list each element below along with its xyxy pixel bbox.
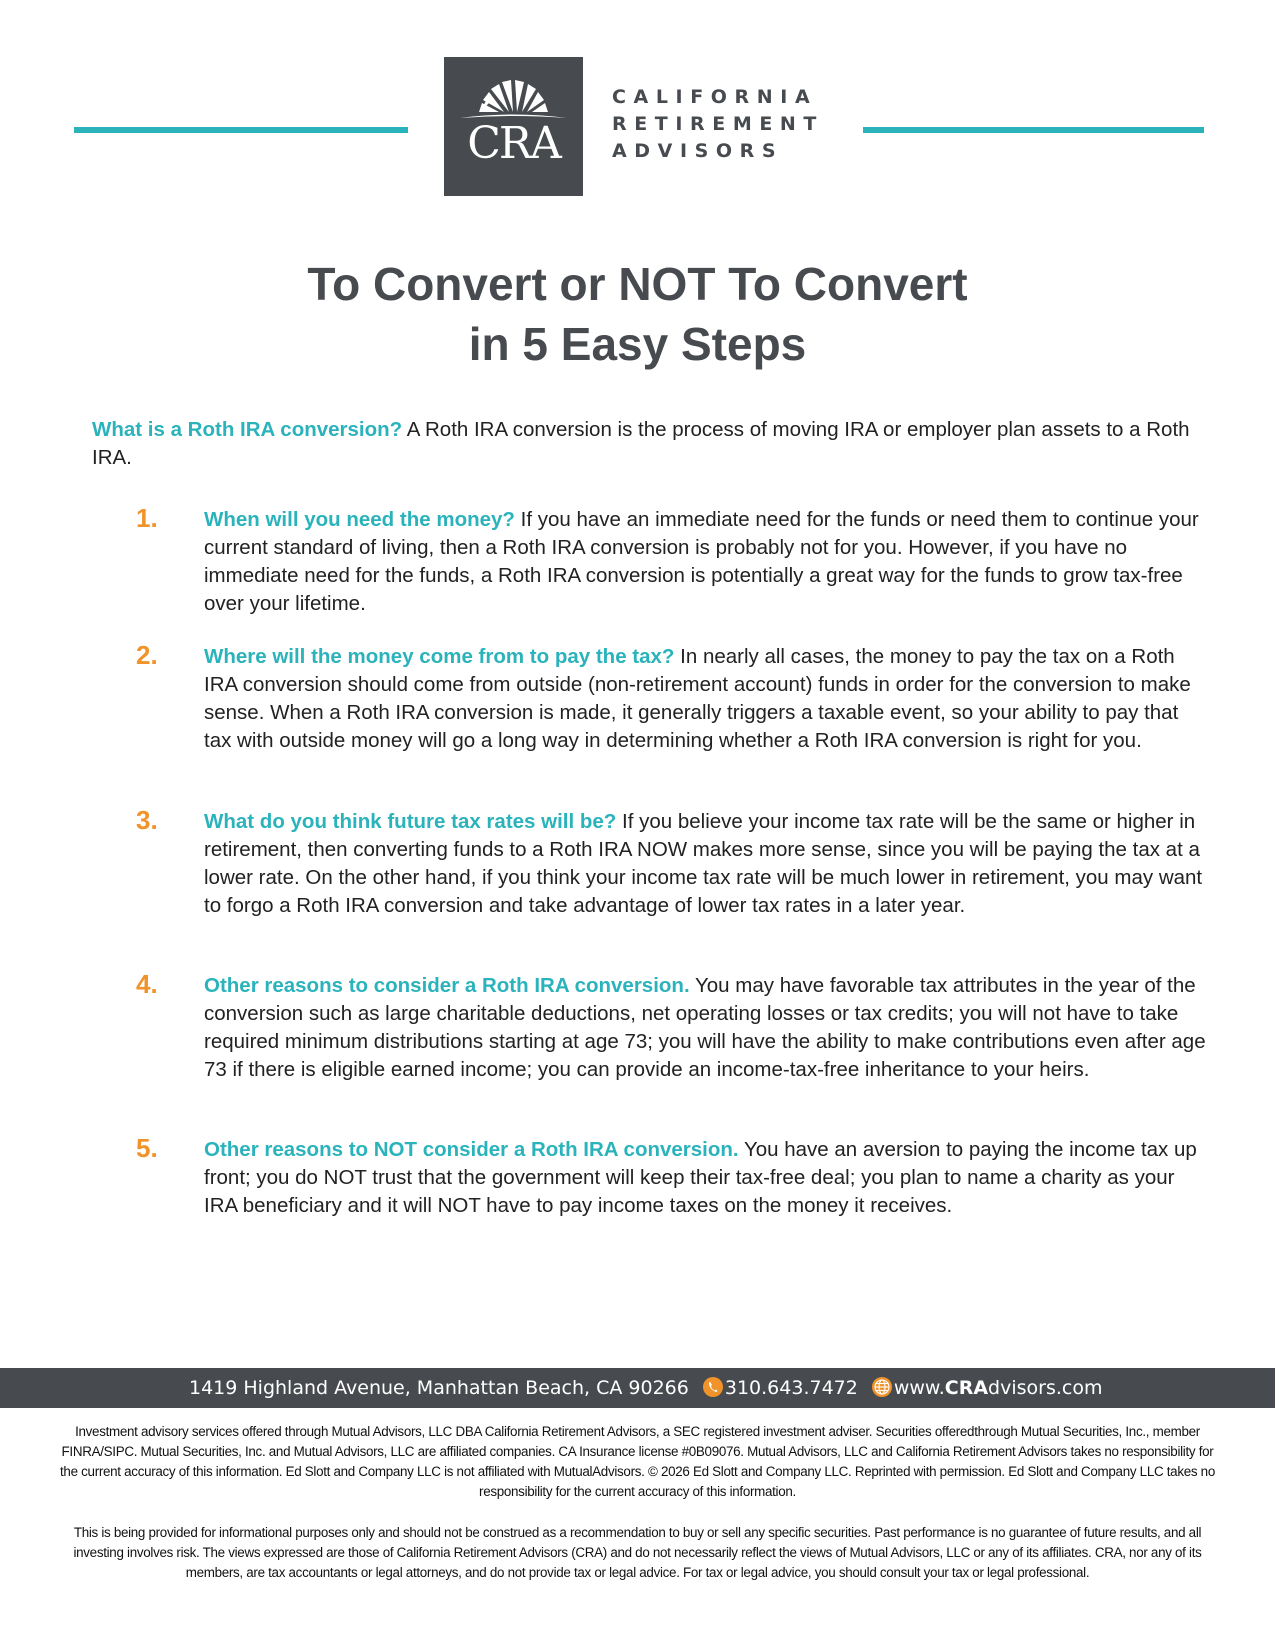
website-suffix: dvisors.com [988, 1377, 1103, 1399]
website-bold: CRA [944, 1377, 989, 1399]
phone-link[interactable]: 310.643.7472 [724, 1377, 858, 1399]
informational-disclaimer: This is being provided for informational purposes only and should not be construed as a recommendation to buy or sell any specific securities. Past performance is no guarantee of future results, and all investing involves risk. The views expressed are those of California Retirement Advisors (CRA) and do not necessarily reflect the views of Mutual Advisors, LLC or any of its affiliates. CRA, nor any of its members, are tax accountants or legal attorneys, and do not provide tax or legal advice. For tax or legal advice, you should consult your tax or legal professional. [73, 1525, 1202, 1580]
wordmark-line-3: ADVISORS [612, 140, 784, 162]
title-line-1: To Convert or NOT To Convert [307, 258, 968, 310]
step-body: You may have favorable tax attributes in the year of the conversion such as large charitable deductions, net operating losses or tax credits; you will not have to take required minimum distributions starting at age 73; you will have the ability to make contributions even after age 73 if there is eligible earned income; you can provide an income-tax-free inheritance to your heirs. [204, 974, 1206, 1081]
header-rule-left [74, 127, 408, 133]
contact-bar [0, 1368, 1275, 1408]
regulatory-disclaimer: Investment advisory services offered through Mutual Advisors, LLC DBA California Retirement Advisors, a SEC registered investment adviser. Securities offeredthrough Mutual Securities, Inc., member FINRA/SIPC. Mutual Securities, Inc. and Mutual Advisors, LLC are affiliated companies. CA Insurance license #0B09076. Mutual Advisors, LLC and California Retirement Advisors takes no responsibility for the current accuracy of this information. Ed Slott and Company LLC is not affiliated with MutualAdvisors. © 2026 Ed Slott and Company LLC. Reprinted with permission. Ed Slott and Company LLC takes no responsibility for the current accuracy of this information. [60, 1424, 1215, 1499]
title-line-2: in 5 Easy Steps [468, 318, 807, 370]
step-number: 2. [136, 640, 158, 670]
intro-lead: What is a Roth IRA conversion? [92, 418, 403, 441]
step-lead: Other reasons to NOT consider a Roth IRA conversion. [204, 1138, 739, 1161]
website-prefix: www. [893, 1377, 945, 1399]
step-number: 5. [136, 1133, 158, 1163]
logo-monogram: CRA [467, 118, 560, 169]
cra-logo [444, 57, 583, 196]
website-link[interactable] [894, 1377, 1103, 1399]
step-text [204, 972, 1206, 1084]
step-text [204, 643, 1206, 755]
step-body: In nearly all cases, the money to pay the tax on a Roth IRA conversion should come from outside (non-retirement account) funds in order for the conversion to make sense. When a Roth IRA conversion is made, it generally triggers a taxable event, so your ability to pay that tax with outside money will go a long way in determining whether a Roth IRA conversion is right for you. [204, 645, 1191, 752]
step-text [204, 808, 1206, 920]
step-lead: When will you need the money? [204, 508, 515, 531]
wordmark-line-2: RETIREMENT [612, 113, 824, 135]
globe-icon [872, 1377, 892, 1397]
step-lead: Other reasons to consider a Roth IRA conversion. [204, 974, 690, 997]
header-rule-right [863, 127, 1204, 133]
intro-text: A Roth IRA conversion is the process of moving IRA or employer plan assets to a Roth IRA. [92, 418, 1190, 469]
step-text [204, 506, 1206, 618]
step-body: If you have an immediate need for the funds or need them to continue your current standard of living, then a Roth IRA conversion is probably not for you. However, if you have no immediate need for the funds, a Roth IRA conversion is potentially a great way for the funds to grow tax-free over your lifetime. [204, 508, 1199, 615]
wordmark-line-1: CALIFORNIA [612, 86, 818, 108]
step-lead: What do you think future tax rates will be? [204, 810, 617, 833]
step-body: If you believe your income tax rate will be the same or higher in retirement, then converting funds to a Roth IRA NOW makes more sense, since you will be paying the tax at a lower rate. On the other hand, if you think your income tax rate will be much lower in retirement, you may want to forgo a Roth IRA conversion and take advantage of lower tax rates in a later year. [204, 810, 1203, 917]
step-number: 3. [136, 805, 158, 835]
phone-icon [703, 1377, 723, 1397]
step-lead: Where will the money come from to pay the tax? [204, 645, 675, 668]
step-text [204, 1136, 1206, 1220]
page-title [0, 254, 1275, 374]
intro-paragraph [92, 416, 1202, 472]
company-wordmark [612, 84, 824, 165]
step-body: You have an aversion to paying the income tax up front; you do NOT trust that the government will keep their tax-free deal; you plan to name a charity as your IRA beneficiary and it will NOT have to pay income taxes on the money it receives. [204, 1138, 1197, 1217]
step-number: 4. [136, 969, 158, 999]
address: 1419 Highland Avenue, Manhattan Beach, CA 90266 [189, 1377, 689, 1399]
step-number: 1. [136, 503, 158, 533]
